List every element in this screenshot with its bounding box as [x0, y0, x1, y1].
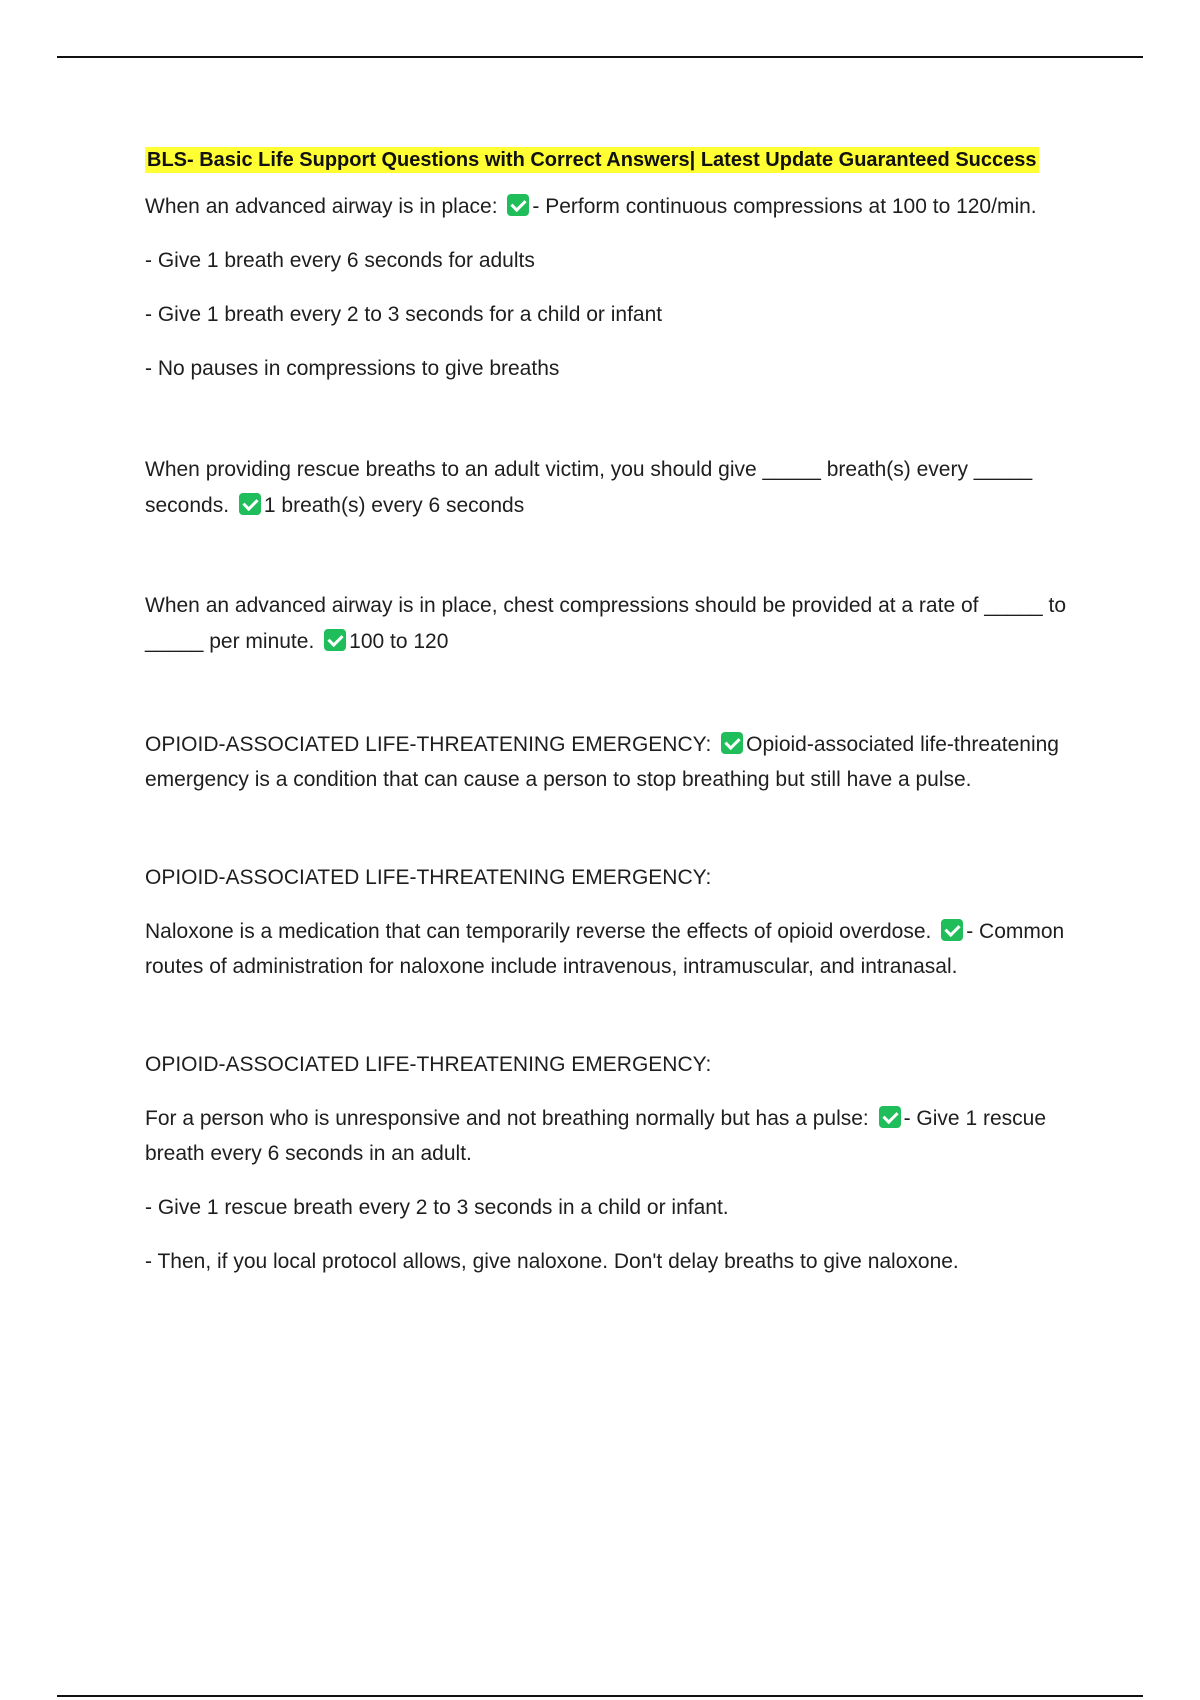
answer-text: - Common routes of administration for naloxone include intravenous, intramuscular, and intranasal.	[145, 920, 1065, 978]
section-heading: OPIOID-ASSOCIATED LIFE-THREATENING EMERGENCY:	[145, 866, 712, 889]
qa-advanced-airway	[145, 189, 1085, 224]
list-item: - Give 1 breath every 2 to 3 seconds for a child or infant	[145, 303, 663, 326]
answer-text: 100 to 120	[349, 630, 449, 653]
checkmark-icon	[239, 493, 261, 515]
question-text: OPIOID-ASSOCIATED LIFE-THREATENING EMERGENCY:	[145, 733, 712, 756]
qa-unresponsive-with-pulse	[145, 1101, 1085, 1171]
document-title: BLS- Basic Life Support Questions with Correct Answers| Latest Update Guaranteed Success	[147, 149, 1037, 171]
answer-text: 1 breath(s) every 6 seconds	[263, 494, 525, 517]
bottom-rule	[57, 1695, 1143, 1697]
answer-text: Opioid-associated life-threatening emergency is a condition that can cause a person to stop breathing but still have a pulse.	[145, 733, 1059, 791]
question-text: When providing rescue breaths to an adult victim, you should give _____ breath(s) every _____ seconds.	[145, 458, 1033, 517]
title-block	[145, 143, 1085, 177]
answer-text: - Give 1 rescue breath every 6 seconds in an adult.	[145, 1107, 1046, 1165]
list-item: - No pauses in compressions to give breaths	[145, 357, 560, 380]
checkmark-icon	[941, 919, 963, 941]
checkmark-icon	[721, 732, 743, 754]
qa-compression-rate	[145, 588, 1085, 660]
checkmark-icon	[879, 1106, 901, 1128]
section-heading: OPIOID-ASSOCIATED LIFE-THREATENING EMERGENCY:	[145, 1053, 712, 1076]
list-item: - Then, if you local protocol allows, give naloxone. Don't delay breaths to give naloxone.	[145, 1250, 959, 1273]
list-item: - Give 1 breath every 6 seconds for adults	[145, 249, 535, 272]
question-text: When an advanced airway is in place:	[145, 195, 498, 218]
checkmark-icon	[507, 194, 529, 216]
question-text: Naloxone is a medication that can temporarily reverse the effects of opioid overdose.	[145, 920, 932, 943]
answer-text: - Perform continuous compressions at 100 to 120/min.	[532, 195, 1037, 218]
top-rule	[57, 56, 1143, 58]
question-text: For a person who is unresponsive and not breathing normally but has a pulse:	[145, 1107, 869, 1130]
document-body	[145, 143, 1085, 1279]
list-item: - Give 1 rescue breath every 2 to 3 seconds in a child or infant.	[145, 1196, 729, 1219]
qa-rescue-breaths	[145, 452, 1085, 524]
question-text: When an advanced airway is in place, chest compressions should be provided at a rate of _____ to _____ per minute.	[145, 594, 1067, 653]
checkmark-icon	[324, 629, 346, 651]
qa-naloxone	[145, 914, 1085, 984]
qa-opioid-definition	[145, 727, 1085, 797]
